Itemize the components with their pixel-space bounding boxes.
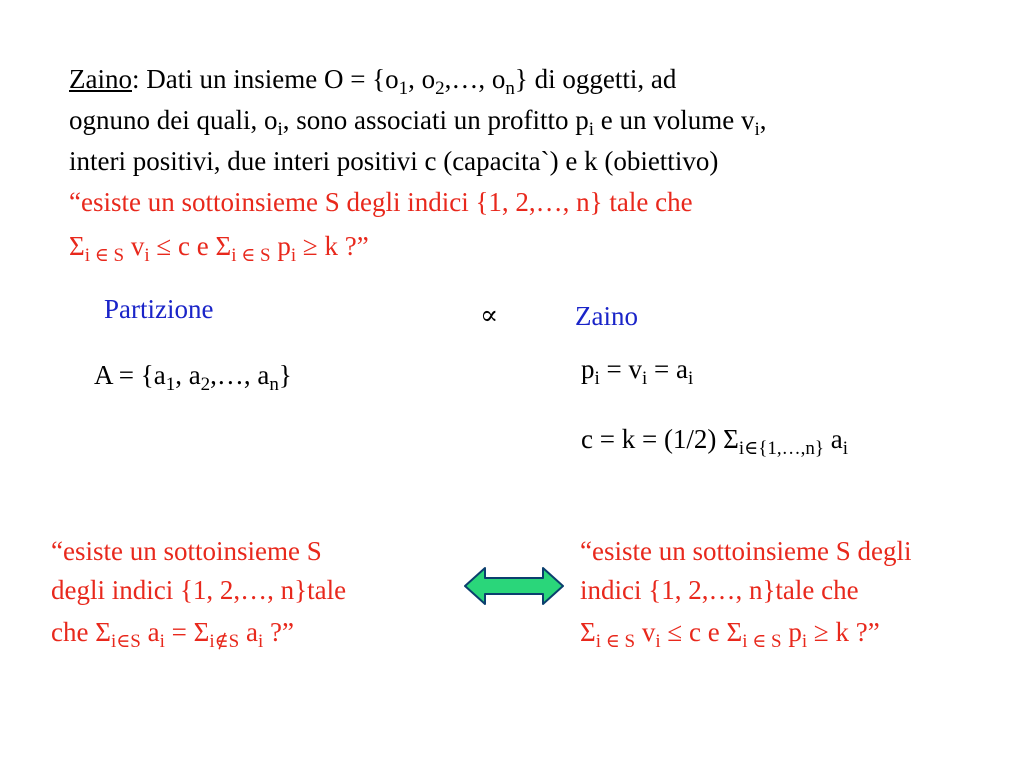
capacity-equation: c = k = (1/2) $\Sigma_{i\in\{1,\dots,n\}}$ $a_i$ xyxy=(581,424,848,459)
zaino-heading: Zaino xyxy=(69,64,132,94)
intro-line-2: ognuno dei quali, $o_i$, sono associati un profitto $p_i$ e un volume $v_i$, xyxy=(69,105,767,140)
partition-question-line-1: “esiste un sottoinsieme S xyxy=(51,536,322,566)
intro-line-1: Zaino: Dati un insieme $O = \{o_1$, $o_2,\dots$, $o_n$} di oggetti, ad xyxy=(69,64,677,99)
zaino-title: Zaino xyxy=(575,301,638,331)
profit-volume-equation: $p_i = v_i = a_i$ xyxy=(581,354,694,389)
knapsack-question-line-1: “esiste un sottoinsieme S degli xyxy=(580,536,912,566)
partition-set: $A = \{a_1$, $a_2,\dots$, $a_n$} xyxy=(94,360,292,395)
partizione-title: Partizione xyxy=(104,294,214,324)
intro-question-line-1: “esiste un sottoinsieme S degli indici {1, 2,…, n} tale che xyxy=(69,187,693,217)
partition-question-line-2: degli indici {1, 2,…, n}tale xyxy=(51,575,347,605)
equivalence-double-arrow-icon xyxy=(463,565,565,607)
intro-line-3: interi positivi, due interi positivi c (capacita`) e k (obiettivo) xyxy=(69,146,719,176)
intro-question-line-2: $\Sigma_{i \in S}$ $v_i \le c$ e $\Sigma_{i \in S}$ $p_i \ge k$ ?” xyxy=(69,231,369,266)
knapsack-question-line-3: $\Sigma_{i \in S}$ $v_i \le c$ e $\Sigma_{i \in S}$ $p_i \ge k$ ?” xyxy=(580,617,880,652)
knapsack-question-line-2: indici {1, 2,…, n}tale che xyxy=(580,575,859,605)
partition-question-line-3: che $\Sigma_{i\in S}$ $a_i = \Sigma_{i\notin S}$ $a_i$ ?” xyxy=(51,617,294,652)
reduction-symbol: ∝ xyxy=(480,300,499,330)
